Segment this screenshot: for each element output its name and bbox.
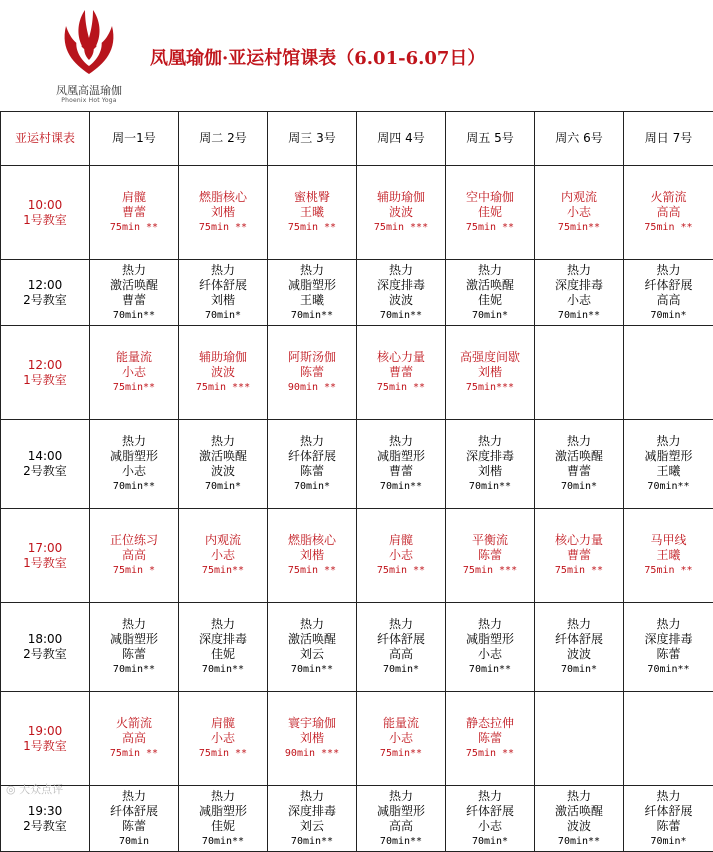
class-cell [268, 260, 357, 326]
room-label: 2号教室 [1, 647, 89, 662]
class-name: 激活唤醒 [535, 449, 623, 464]
class-teacher: 高高 [357, 819, 445, 834]
class-meta: 70min** [179, 662, 267, 677]
class-cell [624, 786, 713, 852]
class-hot: 热力 [268, 617, 356, 632]
class-hot: 热力 [535, 789, 623, 804]
class-name: 减脂塑形 [357, 449, 445, 464]
class-hot: 热力 [90, 434, 178, 449]
time-label: 19:30 [1, 804, 89, 819]
schedule-row [1, 420, 713, 509]
class-meta: 75min ** [268, 220, 356, 235]
class-meta: 75min ** [357, 380, 445, 395]
page-title: 凤凰瑜伽·亚运村馆课表（6.01-6.07日） [150, 44, 485, 70]
class-hot: 热力 [90, 617, 178, 632]
class-cell [90, 509, 179, 603]
class-name: 减脂塑形 [624, 449, 713, 464]
class-teacher: 小志 [357, 548, 445, 563]
day-header: 周一1号 [90, 112, 179, 166]
day-header: 周五 5号 [446, 112, 535, 166]
class-teacher: 曹蕾 [357, 464, 445, 479]
schedule-row [1, 692, 713, 786]
class-cell [179, 260, 268, 326]
class-cell [446, 326, 535, 420]
class-name: 肩髋 [179, 716, 267, 731]
class-cell [268, 603, 357, 692]
class-cell [446, 603, 535, 692]
class-teacher: 小志 [357, 731, 445, 746]
schedule-row [1, 603, 713, 692]
time-slot-cell [1, 420, 90, 509]
class-cell [90, 326, 179, 420]
class-teacher: 陈蕾 [90, 647, 178, 662]
class-cell [179, 603, 268, 692]
class-cell [535, 260, 624, 326]
class-hot: 热力 [179, 263, 267, 278]
class-cell [90, 786, 179, 852]
class-meta: 70min** [446, 662, 534, 677]
class-name: 纤体舒展 [179, 278, 267, 293]
class-name: 激活唤醒 [268, 632, 356, 647]
class-meta: 75min ** [357, 563, 445, 578]
class-name: 纤体舒展 [624, 804, 713, 819]
class-teacher: 波波 [357, 205, 445, 220]
class-teacher: 陈蕾 [268, 464, 356, 479]
room-label: 2号教室 [1, 819, 89, 834]
class-meta: 75min** [90, 380, 178, 395]
class-meta: 70min [90, 834, 178, 849]
class-cell [624, 326, 713, 420]
time-slot-cell [1, 603, 90, 692]
class-cell [446, 166, 535, 260]
class-meta: 70min* [446, 834, 534, 849]
class-meta: 75min** [357, 746, 445, 761]
class-name: 深度排毒 [357, 278, 445, 293]
class-meta: 70min** [268, 834, 356, 849]
schedule-row [1, 166, 713, 260]
class-meta: 70min** [357, 479, 445, 494]
class-teacher: 陈蕾 [446, 548, 534, 563]
class-teacher: 陈蕾 [446, 731, 534, 746]
class-meta: 70min* [268, 479, 356, 494]
class-name: 核心力量 [535, 533, 623, 548]
class-hot: 热力 [268, 434, 356, 449]
class-cell [624, 603, 713, 692]
schedule-header [0, 0, 713, 111]
class-name: 纤体舒展 [357, 632, 445, 647]
class-teacher: 王曦 [624, 464, 713, 479]
class-meta: 70min* [624, 834, 713, 849]
class-cell [179, 166, 268, 260]
class-name: 能量流 [90, 350, 178, 365]
class-teacher: 刘楷 [268, 548, 356, 563]
class-name: 激活唤醒 [90, 278, 178, 293]
class-name: 减脂塑形 [357, 804, 445, 819]
class-meta: 75min** [535, 220, 623, 235]
class-cell [268, 326, 357, 420]
class-hot: 热力 [624, 263, 713, 278]
class-cell [179, 786, 268, 852]
logo-en-text: Phoenix Hot Yoga [40, 97, 138, 104]
class-hot: 热力 [357, 434, 445, 449]
class-cell [535, 692, 624, 786]
class-name: 马甲线 [624, 533, 713, 548]
class-meta: 70min* [446, 308, 534, 323]
class-cell [535, 509, 624, 603]
class-name: 减脂塑形 [179, 804, 267, 819]
room-label: 2号教室 [1, 293, 89, 308]
class-hot: 热力 [357, 789, 445, 804]
class-teacher: 小志 [535, 293, 623, 308]
class-teacher: 波波 [179, 464, 267, 479]
class-meta: 75min *** [357, 220, 445, 235]
class-teacher: 刘楷 [446, 365, 534, 380]
class-name: 内观流 [179, 533, 267, 548]
class-cell [357, 692, 446, 786]
class-meta: 75min ** [90, 220, 178, 235]
class-name: 蜜桃臀 [268, 190, 356, 205]
class-meta: 70min* [357, 662, 445, 677]
room-label: 1号教室 [1, 373, 89, 388]
class-teacher: 高高 [624, 293, 713, 308]
day-header: 周二 2号 [179, 112, 268, 166]
class-name: 减脂塑形 [268, 278, 356, 293]
room-label: 1号教室 [1, 556, 89, 571]
time-label: 19:00 [1, 724, 89, 739]
time-slot-cell [1, 509, 90, 603]
class-name: 深度排毒 [268, 804, 356, 819]
class-meta: 70min** [535, 834, 623, 849]
class-cell [446, 420, 535, 509]
class-cell [268, 786, 357, 852]
class-meta: 75min * [90, 563, 178, 578]
class-teacher: 陈蕾 [90, 819, 178, 834]
class-name: 阿斯汤伽 [268, 350, 356, 365]
day-header: 周三 3号 [268, 112, 357, 166]
class-teacher: 小志 [446, 819, 534, 834]
class-teacher: 小志 [179, 731, 267, 746]
class-meta: 70min** [357, 308, 445, 323]
class-name: 深度排毒 [624, 632, 713, 647]
class-teacher: 曹蕾 [90, 205, 178, 220]
class-name: 空中瑜伽 [446, 190, 534, 205]
class-meta: 70min** [90, 308, 178, 323]
class-meta: 75min *** [179, 380, 267, 395]
class-teacher: 陈蕾 [268, 365, 356, 380]
class-teacher: 刘云 [268, 819, 356, 834]
class-meta: 90min ** [268, 380, 356, 395]
class-meta: 70min** [268, 662, 356, 677]
class-teacher: 刘云 [268, 647, 356, 662]
class-hot: 热力 [268, 789, 356, 804]
class-name: 辅助瑜伽 [179, 350, 267, 365]
class-meta: 70min** [90, 479, 178, 494]
class-teacher: 波波 [535, 647, 623, 662]
class-name: 激活唤醒 [446, 278, 534, 293]
class-name: 激活唤醒 [179, 449, 267, 464]
class-teacher: 波波 [179, 365, 267, 380]
class-name: 辅助瑜伽 [357, 190, 445, 205]
time-slot-cell [1, 692, 90, 786]
class-teacher: 佳妮 [179, 819, 267, 834]
watermark-text: ◎ 大众点评 [6, 781, 63, 797]
class-cell [535, 326, 624, 420]
class-meta: 70min** [624, 479, 713, 494]
class-teacher: 刘楷 [268, 731, 356, 746]
class-meta: 70min* [179, 308, 267, 323]
class-cell [268, 509, 357, 603]
class-meta: 70min** [268, 308, 356, 323]
class-teacher: 小志 [446, 647, 534, 662]
class-name: 正位练习 [90, 533, 178, 548]
class-hot: 热力 [446, 789, 534, 804]
class-meta: 70min* [179, 479, 267, 494]
time-slot-cell [1, 260, 90, 326]
class-name: 高强度间歇 [446, 350, 534, 365]
class-meta: 75min ** [446, 220, 534, 235]
class-meta: 70min** [179, 834, 267, 849]
schedule-row [1, 786, 713, 852]
class-hot: 热力 [357, 263, 445, 278]
class-meta: 75min ** [535, 563, 623, 578]
day-header: 周六 6号 [535, 112, 624, 166]
class-name: 燃脂核心 [179, 190, 267, 205]
class-teacher: 波波 [357, 293, 445, 308]
class-teacher: 高高 [90, 548, 178, 563]
phoenix-logo [40, 4, 138, 106]
class-teacher: 佳妮 [446, 293, 534, 308]
time-label: 17:00 [1, 541, 89, 556]
class-cell [357, 786, 446, 852]
class-meta: 75min*** [446, 380, 534, 395]
class-teacher: 曹蕾 [535, 464, 623, 479]
class-meta: 75min ** [624, 563, 713, 578]
class-cell [357, 260, 446, 326]
class-hot: 热力 [357, 617, 445, 632]
class-teacher: 刘楷 [179, 293, 267, 308]
class-meta: 70min** [90, 662, 178, 677]
class-name: 纤体舒展 [624, 278, 713, 293]
corner-label: 亚运村课表 [1, 112, 90, 166]
class-meta: 75min ** [624, 220, 713, 235]
class-teacher: 高高 [624, 205, 713, 220]
class-name: 深度排毒 [535, 278, 623, 293]
header-row [1, 112, 713, 166]
class-meta: 70min* [535, 479, 623, 494]
class-meta: 75min ** [179, 746, 267, 761]
class-name: 肩髋 [90, 190, 178, 205]
class-hot: 热力 [624, 434, 713, 449]
class-meta: 75min ** [268, 563, 356, 578]
class-teacher: 王曦 [624, 548, 713, 563]
room-label: 1号教室 [1, 739, 89, 754]
class-name: 深度排毒 [446, 449, 534, 464]
class-cell [268, 166, 357, 260]
class-teacher: 佳妮 [179, 647, 267, 662]
class-name: 深度排毒 [179, 632, 267, 647]
phoenix-flame-icon [52, 4, 126, 78]
class-name: 减脂塑形 [90, 632, 178, 647]
class-cell [179, 326, 268, 420]
time-label: 10:00 [1, 198, 89, 213]
schedule-row [1, 260, 713, 326]
class-name: 内观流 [535, 190, 623, 205]
time-label: 12:00 [1, 278, 89, 293]
class-teacher: 小志 [90, 464, 178, 479]
class-hot: 热力 [535, 263, 623, 278]
class-teacher: 陈蕾 [624, 819, 713, 834]
class-teacher: 曹蕾 [357, 365, 445, 380]
class-cell [624, 260, 713, 326]
class-name: 纤体舒展 [268, 449, 356, 464]
class-cell [90, 420, 179, 509]
class-teacher: 高高 [357, 647, 445, 662]
class-teacher: 曹蕾 [535, 548, 623, 563]
class-teacher: 小志 [179, 548, 267, 563]
class-cell [179, 420, 268, 509]
class-cell [268, 420, 357, 509]
class-cell [446, 260, 535, 326]
class-teacher: 高高 [90, 731, 178, 746]
class-name: 纤体舒展 [535, 632, 623, 647]
class-teacher: 曹蕾 [90, 293, 178, 308]
class-name: 静态拉伸 [446, 716, 534, 731]
day-header: 周四 4号 [357, 112, 446, 166]
class-meta: 70min** [357, 834, 445, 849]
class-hot: 热力 [90, 789, 178, 804]
class-hot: 热力 [624, 617, 713, 632]
class-hot: 热力 [535, 617, 623, 632]
class-hot: 热力 [535, 434, 623, 449]
class-meta: 75min *** [446, 563, 534, 578]
class-hot: 热力 [268, 263, 356, 278]
schedule-row [1, 326, 713, 420]
class-meta: 75min** [179, 563, 267, 578]
room-label: 2号教室 [1, 464, 89, 479]
class-teacher: 刘楷 [179, 205, 267, 220]
class-cell [90, 692, 179, 786]
class-meta: 70min** [446, 479, 534, 494]
class-teacher: 陈蕾 [624, 647, 713, 662]
class-cell [446, 692, 535, 786]
class-teacher: 小志 [90, 365, 178, 380]
class-teacher: 刘楷 [446, 464, 534, 479]
class-hot: 热力 [90, 263, 178, 278]
class-teacher: 王曦 [268, 293, 356, 308]
room-label: 1号教室 [1, 213, 89, 228]
class-cell [624, 166, 713, 260]
time-slot-cell [1, 326, 90, 420]
class-cell [535, 603, 624, 692]
class-meta: 70min* [624, 308, 713, 323]
class-cell [446, 786, 535, 852]
class-cell [179, 692, 268, 786]
class-cell [268, 692, 357, 786]
class-cell [357, 420, 446, 509]
class-cell [535, 166, 624, 260]
class-hot: 热力 [179, 434, 267, 449]
class-meta: 75min ** [446, 746, 534, 761]
class-hot: 热力 [179, 617, 267, 632]
logo-cn-text: 凤凰高温瑜伽 [40, 82, 138, 98]
class-teacher: 小志 [535, 205, 623, 220]
class-name: 火箭流 [624, 190, 713, 205]
class-name: 平衡流 [446, 533, 534, 548]
class-hot: 热力 [624, 789, 713, 804]
class-cell [90, 260, 179, 326]
class-meta: 70min** [624, 662, 713, 677]
class-name: 火箭流 [90, 716, 178, 731]
class-meta: 70min** [535, 308, 623, 323]
class-cell [624, 692, 713, 786]
class-name: 核心力量 [357, 350, 445, 365]
class-cell [624, 509, 713, 603]
class-meta: 70min* [535, 662, 623, 677]
class-cell [357, 166, 446, 260]
class-cell [446, 509, 535, 603]
class-meta: 90min *** [268, 746, 356, 761]
class-name: 减脂塑形 [446, 632, 534, 647]
class-name: 燃脂核心 [268, 533, 356, 548]
class-name: 纤体舒展 [446, 804, 534, 819]
class-hot: 热力 [446, 617, 534, 632]
time-label: 12:00 [1, 358, 89, 373]
class-name: 减脂塑形 [90, 449, 178, 464]
class-hot: 热力 [446, 263, 534, 278]
class-cell [357, 326, 446, 420]
class-name: 激活唤醒 [535, 804, 623, 819]
class-cell [357, 509, 446, 603]
class-cell [624, 420, 713, 509]
time-label: 18:00 [1, 632, 89, 647]
class-name: 能量流 [357, 716, 445, 731]
class-cell [90, 603, 179, 692]
class-cell [90, 166, 179, 260]
class-name: 肩髋 [357, 533, 445, 548]
class-name: 纤体舒展 [90, 804, 178, 819]
class-name: 寰宇瑜伽 [268, 716, 356, 731]
class-cell [535, 420, 624, 509]
class-cell [535, 786, 624, 852]
schedule-table [0, 111, 713, 852]
class-meta: 75min ** [90, 746, 178, 761]
class-cell [179, 509, 268, 603]
class-hot: 热力 [179, 789, 267, 804]
class-teacher: 佳妮 [446, 205, 534, 220]
day-header: 周日 7号 [624, 112, 713, 166]
class-cell [357, 603, 446, 692]
class-teacher: 波波 [535, 819, 623, 834]
class-hot: 热力 [446, 434, 534, 449]
time-label: 14:00 [1, 449, 89, 464]
class-meta: 75min ** [179, 220, 267, 235]
class-teacher: 王曦 [268, 205, 356, 220]
schedule-row [1, 509, 713, 603]
time-slot-cell [1, 166, 90, 260]
